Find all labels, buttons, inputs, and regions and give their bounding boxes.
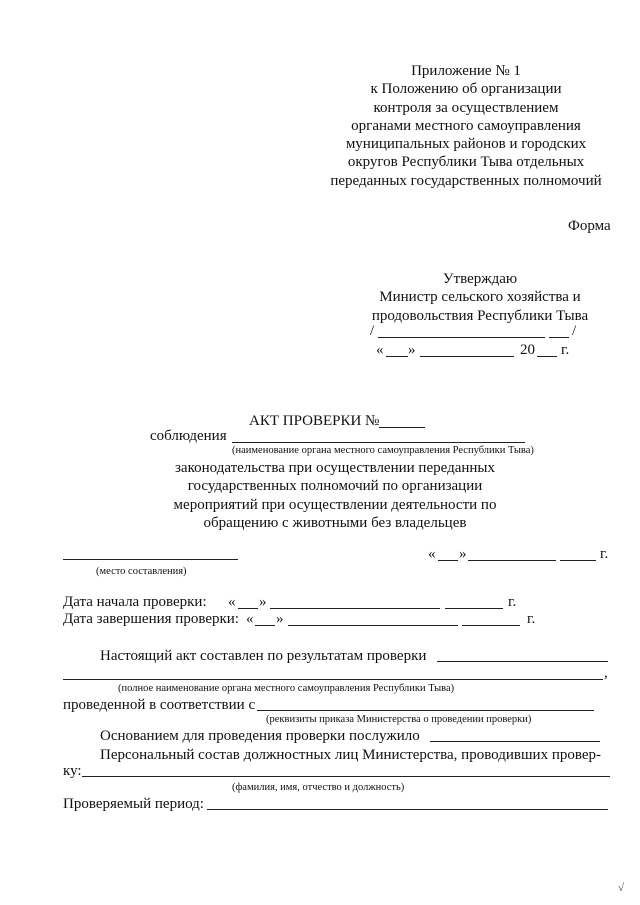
organ-name-blank[interactable]	[232, 442, 525, 443]
place-date-quote-open: «	[428, 546, 436, 562]
staff-continuation: ку:	[63, 763, 82, 779]
start-year-blank[interactable]	[445, 608, 503, 609]
end-quote-close: »	[276, 611, 284, 627]
start-date-label: Дата начала проверки:	[63, 594, 207, 610]
end-year-suffix: г.	[527, 611, 536, 627]
period-label: Проверяемый период:	[63, 796, 204, 812]
place-blank[interactable]	[63, 559, 238, 560]
approval-month-blank[interactable]	[420, 356, 514, 357]
organ-full-hint: (полное наименование органа местного самоуправления Республики Тыва)	[118, 683, 455, 694]
approval-position-2: продовольствия Республики Тыва	[371, 307, 589, 324]
approval-title: Утверждаю	[442, 271, 518, 287]
act-title: АКТ ПРОВЕРКИ №	[249, 413, 380, 429]
appendix-line: к Положению об организации	[370, 81, 562, 98]
signature-slash-right: /	[572, 323, 577, 339]
person-hint: (фамилия, имя, отчество и должность)	[232, 782, 405, 793]
period-blank[interactable]	[207, 809, 608, 810]
signature-line[interactable]	[378, 337, 545, 338]
place-hint: (место составления)	[96, 566, 187, 577]
end-date-label: Дата завершения проверки:	[63, 611, 239, 627]
page-mark: √	[618, 882, 625, 894]
place-date-year-blank[interactable]	[560, 560, 596, 561]
appendix-line: органами местного самоуправления	[351, 117, 581, 134]
act-subject-line: законодательства при осуществлении переданных	[174, 460, 495, 476]
approval-year-prefix: 20	[520, 342, 535, 358]
act-number-blank[interactable]	[379, 427, 425, 428]
order-hint: (реквизиты приказа Министерства о проведении проверки)	[266, 714, 532, 725]
end-quote-open: «	[246, 611, 254, 627]
approval-quote-open: «	[376, 342, 384, 358]
order-blank[interactable]	[257, 710, 594, 711]
approval-block	[360, 270, 600, 325]
end-month-blank[interactable]	[288, 625, 458, 626]
act-subject	[150, 459, 520, 532]
appendix-line: округов Республики Тыва отдельных	[347, 154, 585, 171]
signature-slash-left: /	[370, 323, 375, 339]
end-day-blank[interactable]	[255, 625, 275, 626]
organ-full-comma: ,	[604, 665, 608, 681]
staff-blank[interactable]	[82, 776, 610, 777]
conducted-text: проведенной в соответствии с	[63, 697, 256, 713]
place-date-day-blank[interactable]	[438, 560, 458, 561]
start-day-blank[interactable]	[238, 608, 258, 609]
act-subject-line: обращению с животными без владельцев	[203, 514, 467, 531]
appendix-header	[320, 62, 612, 190]
compliance-label: соблюдения	[150, 428, 227, 444]
appendix-line: муниципальных районов и городских	[345, 136, 587, 153]
place-date-month-blank[interactable]	[468, 560, 556, 561]
appendix-line: переданных государственных полномочий	[330, 172, 602, 189]
end-year-blank[interactable]	[462, 625, 520, 626]
place-date-year-suffix: г.	[600, 546, 609, 562]
approval-quote-close: »	[408, 342, 416, 358]
approval-year-blank[interactable]	[537, 356, 557, 357]
act-subject-line: мероприятий при осуществлении деятельности по	[173, 496, 497, 513]
compiled-blank[interactable]	[437, 661, 608, 662]
start-year-suffix: г.	[508, 594, 517, 610]
form-label: Форма	[568, 218, 611, 234]
basis-blank[interactable]	[430, 741, 600, 742]
compiled-text: Настоящий акт составлен по результатам проверки	[100, 648, 427, 664]
start-month-blank[interactable]	[270, 608, 440, 609]
approval-day-blank[interactable]	[386, 356, 408, 357]
approval-year-suffix: г.	[561, 342, 570, 358]
start-quote-close: »	[259, 594, 267, 610]
organ-full-blank[interactable]	[63, 679, 603, 680]
place-date-quote-close: »	[459, 546, 467, 562]
start-quote-open: «	[228, 594, 236, 610]
act-subject-line: государственных полномочий по организации	[187, 478, 483, 495]
staff-text: Персональный состав должностных лиц Министерства, проводивших провер-	[100, 747, 601, 763]
approval-position-1: Министр сельского хозяйства и	[379, 289, 581, 306]
basis-text: Основанием для проведения проверки послужило	[100, 728, 420, 744]
organ-name-hint: (наименование органа местного самоуправления Республики Тыва)	[232, 445, 534, 456]
appendix-line: контроля за осуществлением	[373, 99, 559, 116]
appendix-line: Приложение № 1	[411, 63, 521, 79]
signature-name-line[interactable]	[549, 337, 569, 338]
